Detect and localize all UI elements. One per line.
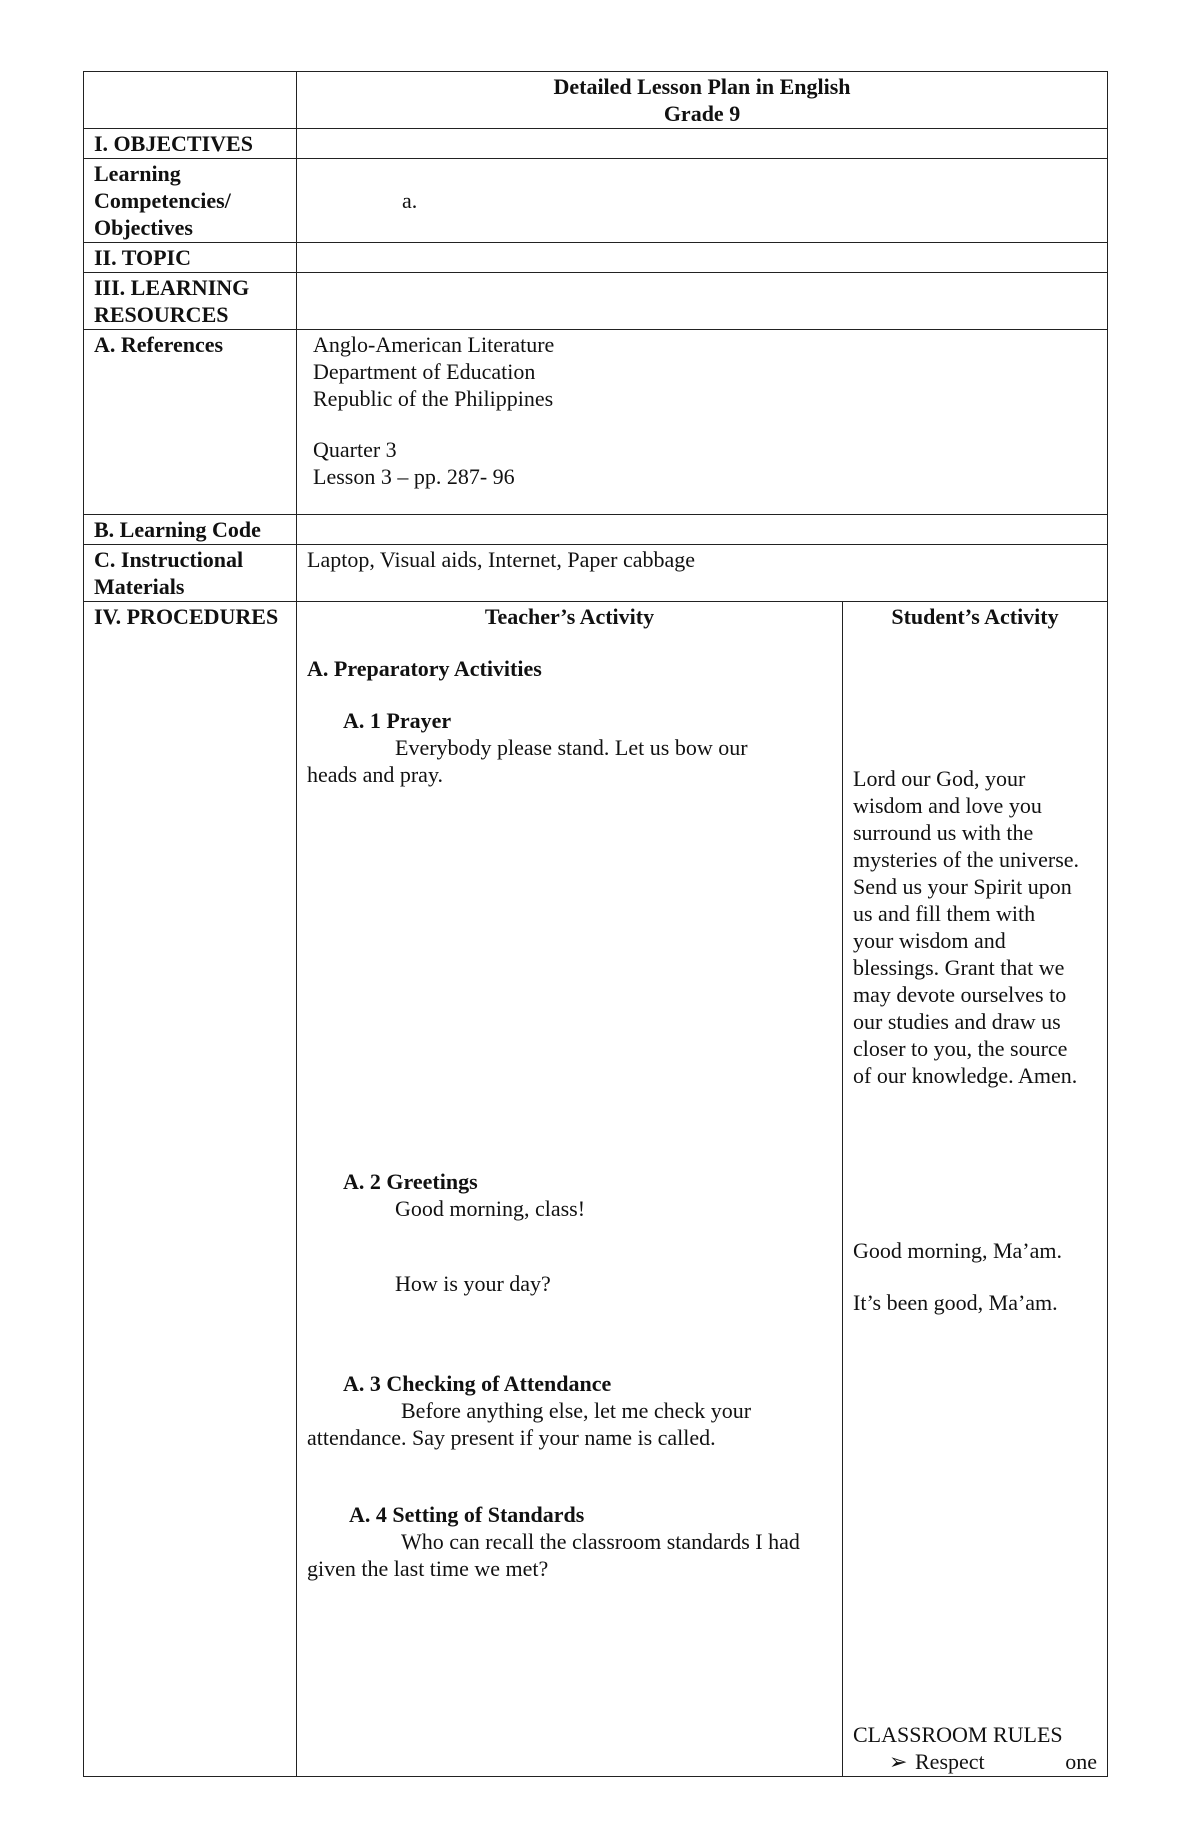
day-response: It’s been good, Ma’am. (853, 1290, 1058, 1315)
teacher-activity-cell (297, 602, 843, 1777)
rules-title: CLASSROOM RULES (853, 1722, 1063, 1747)
title-left-cell (84, 72, 297, 129)
competencies-row (84, 159, 1108, 243)
preparatory-heading: A. Preparatory Activities (307, 656, 542, 681)
title-row (84, 72, 1108, 129)
topic-value (297, 243, 1108, 273)
procedures-row (84, 602, 1108, 1777)
prayer-response-line: our studies and draw us (853, 1009, 1061, 1034)
attendance-line: attendance. Say present if your name is called. (307, 1425, 716, 1450)
greetings-response: Good morning, Ma’am. (853, 1238, 1062, 1263)
objectives-label: I. OBJECTIVES (84, 129, 297, 159)
document-title: Detailed Lesson Plan in English (553, 74, 851, 99)
title-cell (297, 72, 1108, 129)
reference-line: Lesson 3 – pp. 287- 96 (313, 464, 515, 489)
materials-value: Laptop, Visual aids, Internet, Paper cabbage (297, 545, 1108, 602)
prayer-response-line: Lord our God, your (853, 766, 1026, 791)
arrow-bullet-icon: ➢ (889, 1749, 908, 1774)
prayer-response-line: surround us with the (853, 820, 1034, 845)
objectives-row (84, 129, 1108, 159)
rules-item-text: Respect (915, 1749, 985, 1774)
prayer-response-line: of our knowledge. Amen. (853, 1063, 1078, 1088)
learning-code-row (84, 515, 1108, 545)
materials-row (84, 545, 1108, 602)
prayer-response-line: your wisdom and (853, 928, 1006, 953)
lesson-plan-document (83, 71, 1107, 1774)
teacher-activity-heading: Teacher’s Activity (484, 604, 655, 629)
day-question: How is your day? (395, 1271, 551, 1296)
competencies-item: a. (402, 188, 418, 213)
references-value (297, 330, 1108, 515)
student-activity-cell (843, 602, 1108, 1777)
prayer-response-line: Send us your Spirit upon (853, 874, 1072, 899)
prayer-response-line: mysteries of the universe. (853, 847, 1080, 872)
topic-row (84, 243, 1108, 273)
competencies-label: Learning Competencies/ Objectives (84, 159, 297, 243)
learning-code-label: B. Learning Code (84, 515, 297, 545)
resources-label: III. LEARNING RESOURCES (84, 273, 297, 330)
topic-label: II. TOPIC (84, 243, 297, 273)
standards-line: given the last time we met? (307, 1556, 549, 1581)
reference-line: Quarter 3 (313, 437, 397, 462)
lesson-plan-table (83, 71, 1108, 1777)
reference-line: Anglo-American Literature (313, 332, 555, 357)
references-label: A. References (84, 330, 297, 515)
prayer-response-line: closer to you, the source (853, 1036, 1068, 1061)
grade-level: Grade 9 (663, 101, 741, 126)
references-row (84, 330, 1108, 515)
prayer-response-line: wisdom and love you (853, 793, 1042, 818)
greetings-title: A. 2 Greetings (343, 1169, 478, 1194)
reference-line: Department of Education (313, 359, 536, 384)
prayer-line: Everybody please stand. Let us bow our (395, 735, 748, 760)
objectives-value (297, 129, 1108, 159)
materials-label: C. Instructional Materials (84, 545, 297, 602)
learning-code-value (297, 515, 1108, 545)
standards-line: Who can recall the classroom standards I had (401, 1529, 800, 1554)
standards-title: A. 4 Setting of Standards (349, 1502, 585, 1527)
procedures-label: IV. PROCEDURES (84, 602, 297, 1777)
prayer-response-line: us and fill them with (853, 901, 1036, 926)
reference-line: Republic of the Philippines (313, 386, 554, 411)
prayer-response-line: may devote ourselves to (853, 982, 1067, 1007)
resources-row (84, 273, 1108, 330)
prayer-response-line: blessings. Grant that we (853, 955, 1065, 980)
student-activity-heading: Student’s Activity (891, 604, 1059, 629)
rules-item (853, 1748, 1097, 1775)
resources-value (297, 273, 1108, 330)
competencies-value (297, 159, 1108, 243)
attendance-line: Before anything else, let me check your (401, 1398, 752, 1423)
prayer-line: heads and pray. (307, 762, 444, 787)
greetings-line: Good morning, class! (395, 1196, 586, 1221)
prayer-title: A. 1 Prayer (343, 708, 452, 733)
rules-item-text-end: one (1065, 1749, 1098, 1774)
attendance-title: A. 3 Checking of Attendance (343, 1371, 612, 1396)
